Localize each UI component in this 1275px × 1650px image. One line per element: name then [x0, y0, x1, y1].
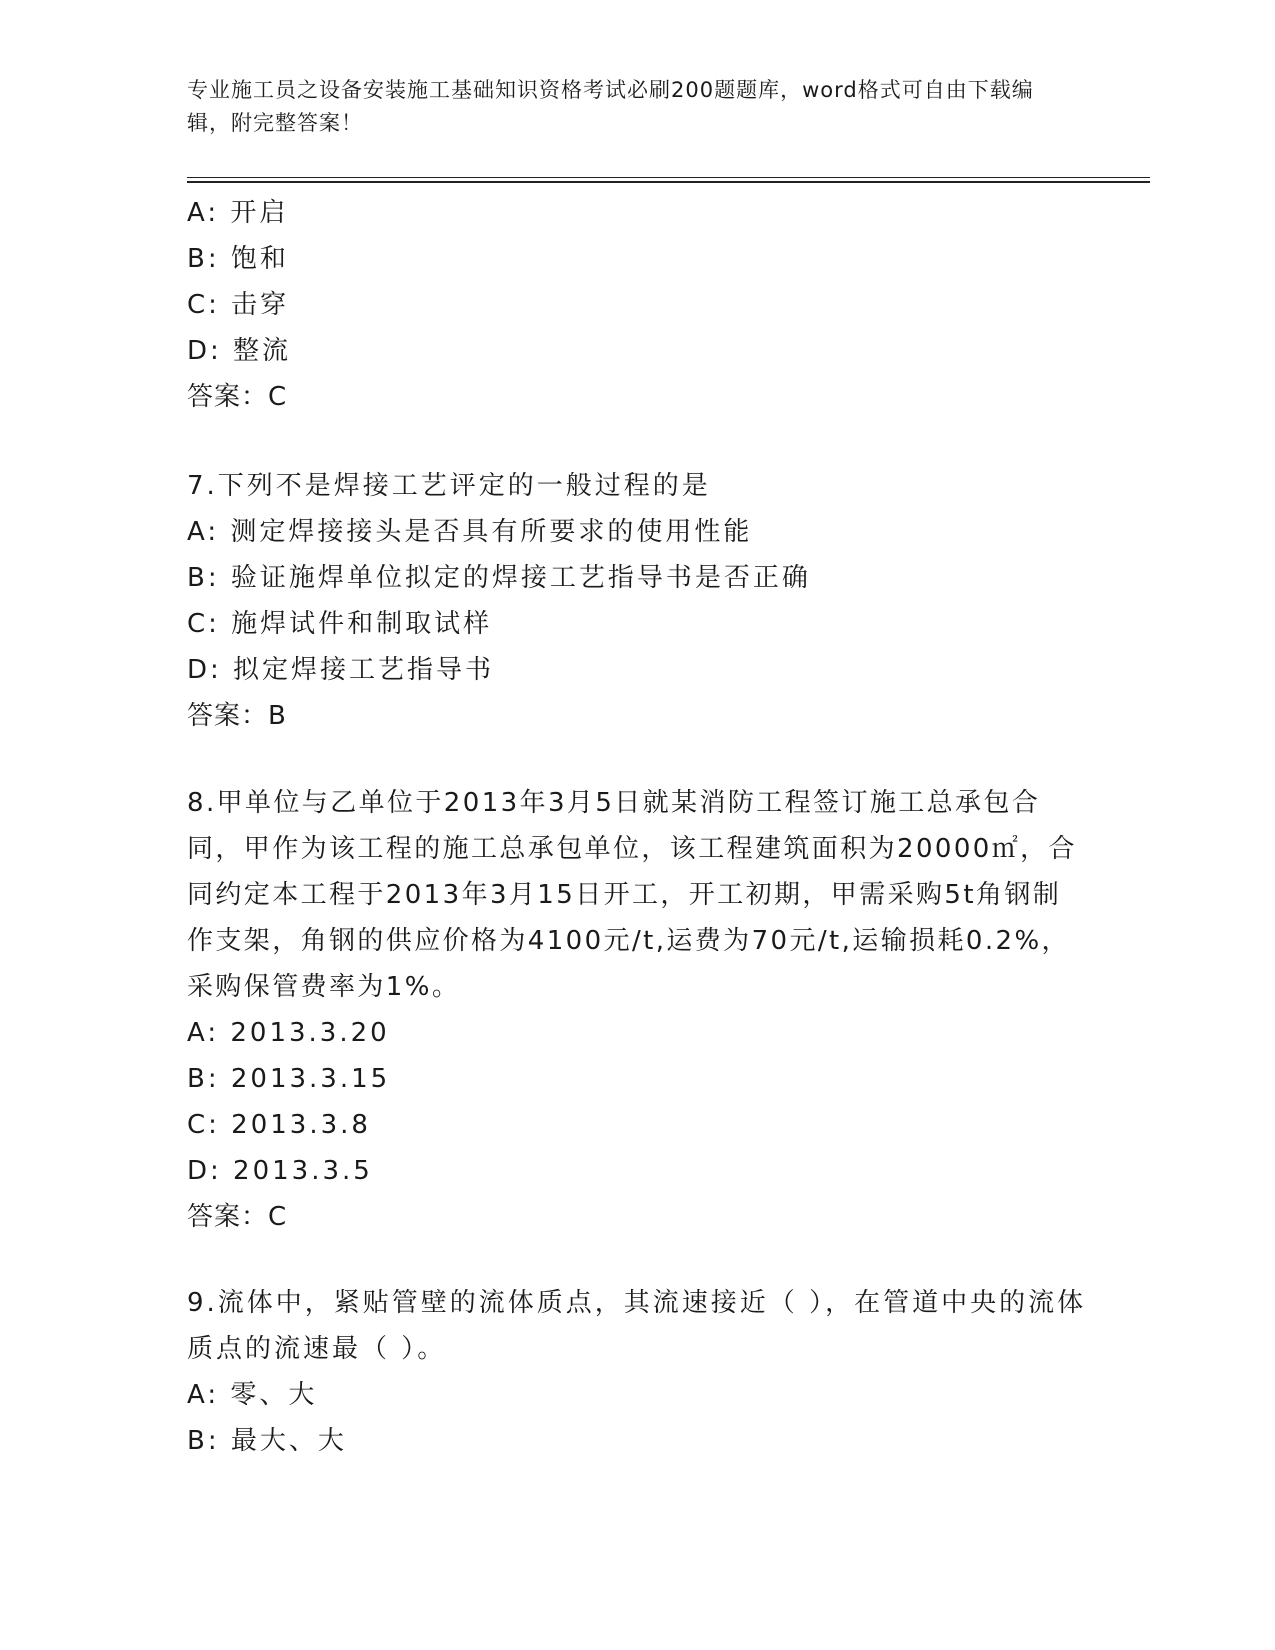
spacer — [187, 1240, 1087, 1280]
question-8 — [187, 780, 1087, 1240]
question-6 — [187, 190, 1087, 420]
header-divider-thin — [187, 177, 1150, 178]
document-header: 专业施工员之设备安装施工基础知识资格考试必刷200题题库，word格式可自由下载编辑，附完整答案！ — [187, 78, 1034, 135]
question-text: 8.甲单位与乙单位于2013年3月5日就某消防工程签订施工总承包合同，甲作为该工程的施工总承包单位，该工程建筑面积为20000㎡，合同约定本工程于2013年3月15日开工，开工初期，甲需采购5t角钢制作支架，角钢的供应价格为4100元/t,运费为70元/t,运输损耗0.2%，采购保管费率为1%。 — [187, 788, 1077, 1002]
option-d: D: 整流 — [187, 336, 292, 366]
option-a: A: 零、大 — [187, 1380, 318, 1410]
question-7 — [187, 463, 1087, 739]
answer: 答案：C — [187, 382, 288, 412]
option-d: D: 拟定焊接工艺指导书 — [187, 655, 495, 685]
option-b: B: 2013.3.15 — [187, 1064, 391, 1094]
option-c: C: 击穿 — [187, 290, 290, 320]
option-d: D: 2013.3.5 — [187, 1156, 373, 1186]
option-a: A: 开启 — [187, 198, 289, 228]
question-text: 9.流体中，紧贴管壁的流体质点，其流速接近（ ），在管道中央的流体质点的流速最（ ）。 — [187, 1288, 1087, 1364]
option-c: C: 2013.3.8 — [187, 1110, 371, 1140]
spacer — [187, 739, 1087, 780]
option-c: C: 施焊试件和制取试样 — [187, 609, 493, 639]
option-b: B: 最大、大 — [187, 1426, 347, 1456]
question-list — [187, 190, 1087, 1464]
question-text: 7.下列不是焊接工艺评定的一般过程的是 — [187, 471, 711, 501]
option-b: B: 验证施焊单位拟定的焊接工艺指导书是否正确 — [187, 563, 811, 593]
spacer — [187, 420, 1087, 463]
option-b: B: 饱和 — [187, 244, 289, 274]
question-9 — [187, 1280, 1087, 1464]
answer: 答案：B — [187, 701, 287, 731]
header-divider-thick — [187, 181, 1150, 183]
option-a: A: 2013.3.20 — [187, 1018, 390, 1048]
option-a: A: 测定焊接接头是否具有所要求的使用性能 — [187, 517, 753, 547]
answer: 答案：C — [187, 1202, 288, 1232]
